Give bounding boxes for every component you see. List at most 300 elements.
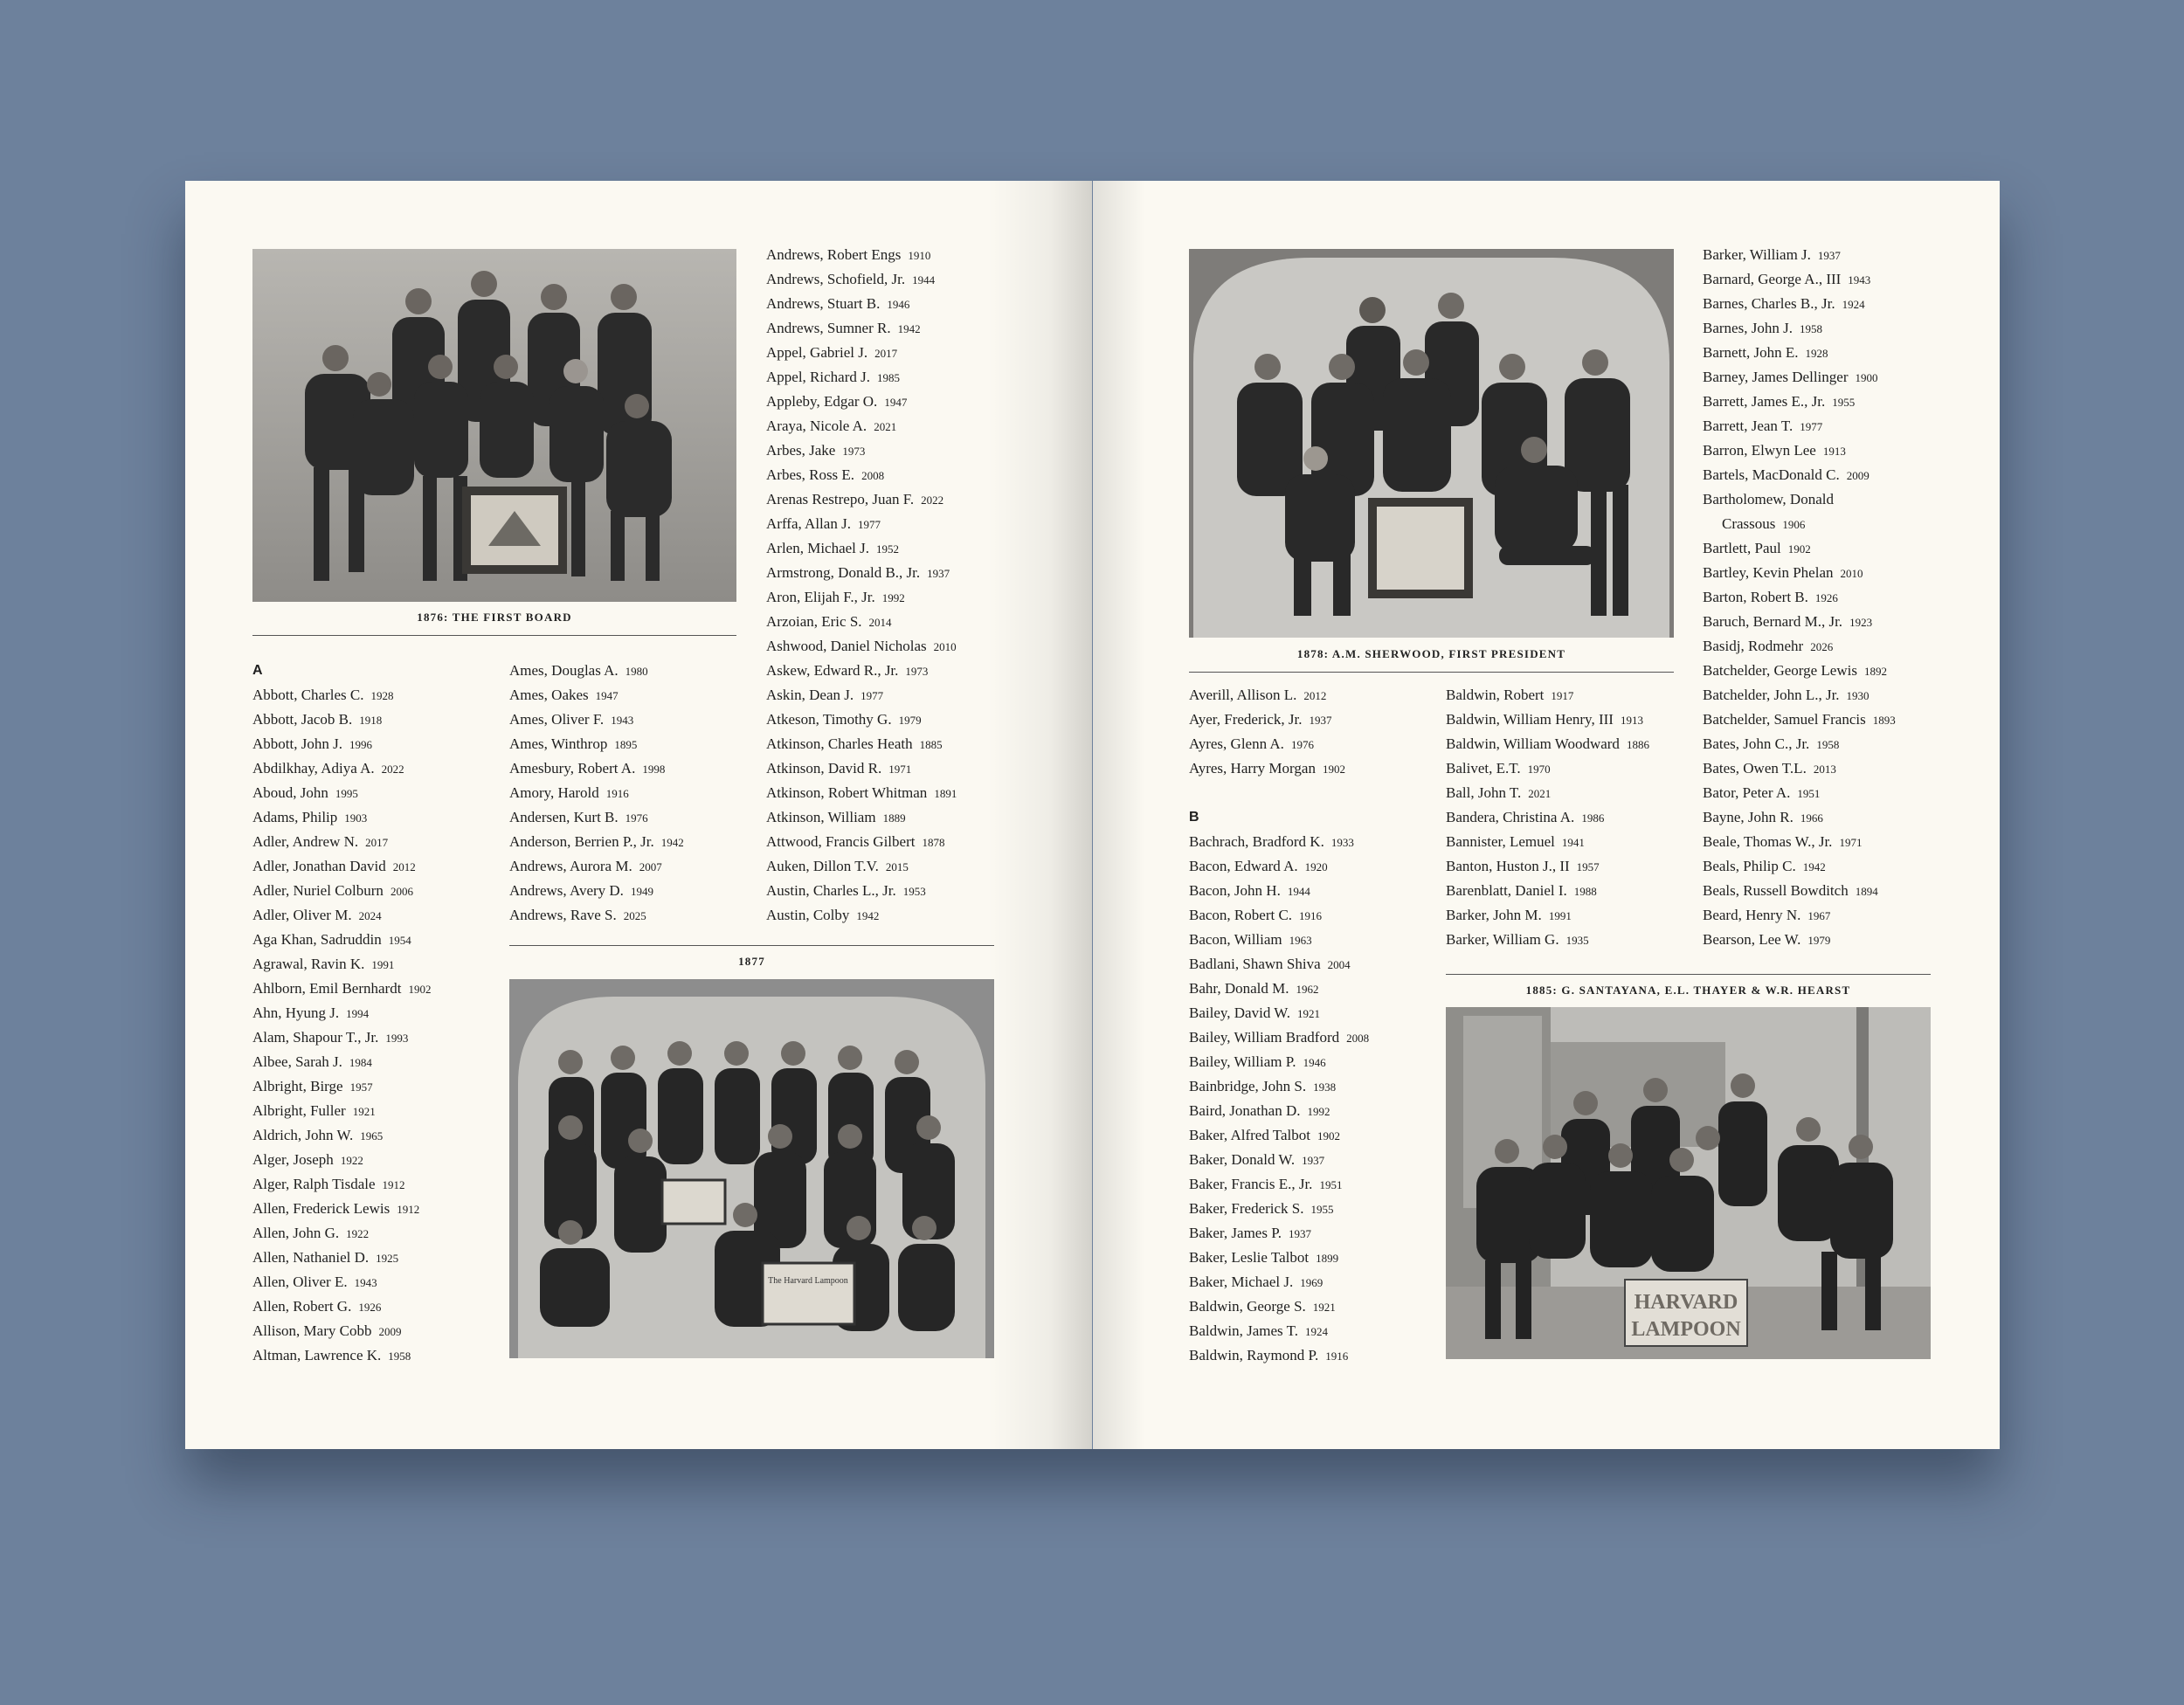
sign-line-2: LAMPOON <box>1631 1318 1741 1341</box>
entry-year: 1878 <box>922 836 945 849</box>
entry-year: 2010 <box>933 640 957 653</box>
entry-name: Bacon, Edward A. <box>1189 858 1298 874</box>
index-column-b3 <box>1703 243 1896 952</box>
entry-name: Beals, Russell Bowditch <box>1703 882 1849 899</box>
entry-name: Alger, Joseph <box>252 1151 334 1168</box>
entry-name: Arzoian, Eric S. <box>766 613 862 630</box>
entry-year: 1965 <box>360 1129 384 1142</box>
index-entry <box>1703 390 1896 414</box>
index-entry <box>1446 756 1649 781</box>
index-entry <box>1446 781 1649 805</box>
entry-year: 1984 <box>349 1056 372 1069</box>
index-entry <box>252 830 431 854</box>
entry-name: Atkinson, David R. <box>766 760 882 777</box>
entry-year: 2010 <box>1840 567 1863 580</box>
entry-name: Atkinson, Charles Heath <box>766 735 913 752</box>
entry-name: Barney, James Dellinger <box>1703 369 1849 385</box>
entry-year: 1885 <box>919 738 943 751</box>
entry-year: 1943 <box>611 714 634 727</box>
entry-name: Allison, Mary Cobb <box>252 1322 372 1339</box>
index-entry <box>252 1001 431 1025</box>
index-entry <box>766 536 957 561</box>
entry-name: Appel, Richard J. <box>766 369 870 385</box>
entry-name: Beale, Thomas W., Jr. <box>1703 833 1833 850</box>
index-entry <box>252 977 431 1001</box>
entry-name: Batchelder, Samuel Francis <box>1703 711 1866 728</box>
entry-year: 1991 <box>1548 909 1572 922</box>
index-entry <box>1446 928 1649 952</box>
entry-year: 2012 <box>1303 689 1327 702</box>
entry-name: Adler, Oliver M. <box>252 907 352 923</box>
entry-name: Appleby, Edgar O. <box>766 393 878 410</box>
entry-year: 1902 <box>408 983 432 996</box>
entry-name: Bartley, Kevin Phelan <box>1703 564 1834 581</box>
entry-name: Bannister, Lemuel <box>1446 833 1555 850</box>
index-entry <box>766 292 957 316</box>
index-entry <box>1446 683 1649 708</box>
entry-year: 1891 <box>934 787 957 800</box>
right-page <box>1093 181 2000 1449</box>
entry-year: 1994 <box>346 1007 370 1020</box>
index-entry <box>1189 756 1369 781</box>
index-entry <box>252 879 431 903</box>
entry-year: 1951 <box>1797 787 1821 800</box>
entry-year: 1962 <box>1296 983 1319 996</box>
entry-year: 1951 <box>1319 1178 1343 1191</box>
index-entry <box>252 1197 431 1221</box>
index-entry <box>1703 243 1896 267</box>
entry-year: 1947 <box>884 396 908 409</box>
index-entry <box>509 854 684 879</box>
entry-name: Bartels, MacDonald C. <box>1703 466 1840 483</box>
photo-1876-caption: 1876: THE FIRST BOARD <box>417 611 572 624</box>
entry-name: Allen, Oliver E. <box>252 1274 348 1290</box>
caption-rule <box>252 635 736 636</box>
index-entry <box>766 585 957 610</box>
entry-name: Baldwin, William Henry, III <box>1446 711 1614 728</box>
entry-name: Barnes, John J. <box>1703 320 1793 336</box>
entry-name: Bahr, Donald M. <box>1189 980 1289 997</box>
index-entry <box>1703 659 1896 683</box>
entry-year: 1921 <box>1312 1301 1336 1314</box>
entry-year: 1916 <box>1299 909 1323 922</box>
entry-name: Agrawal, Ravin K. <box>252 956 365 972</box>
index-entry <box>1703 928 1896 952</box>
entry-name: Ames, Oliver F. <box>509 711 605 728</box>
entry-year: 1942 <box>660 836 684 849</box>
index-entry <box>766 414 957 438</box>
entry-name: Allen, Frederick Lewis <box>252 1200 390 1217</box>
entry-year: 1980 <box>625 665 648 678</box>
entry-name: Beals, Philip C. <box>1703 858 1796 874</box>
index-entry <box>252 805 431 830</box>
index-entry <box>1703 585 1896 610</box>
entry-year: 1928 <box>370 689 394 702</box>
entry-name: Badlani, Shawn Shiva <box>1189 956 1321 972</box>
entry-year: 1912 <box>397 1203 420 1216</box>
entry-name: Arbes, Jake <box>766 442 836 459</box>
entry-year: 1971 <box>1839 836 1863 849</box>
index-entry <box>766 634 957 659</box>
entry-year: 1976 <box>1290 738 1314 751</box>
index-entry <box>1446 732 1649 756</box>
entry-name: Ashwood, Daniel Nicholas <box>766 638 927 654</box>
entry-year: 1979 <box>898 714 922 727</box>
index-entry <box>252 1148 431 1172</box>
entry-name: Baldwin, James T. <box>1189 1322 1298 1339</box>
index-entry <box>1703 708 1896 732</box>
index-entry <box>1703 634 1896 659</box>
index-entry <box>509 805 684 830</box>
index-entry <box>766 487 957 512</box>
index-column-a1 <box>252 659 431 1368</box>
index-entry <box>1189 977 1369 1001</box>
entry-year: 1955 <box>1832 396 1856 409</box>
index-entry <box>1703 805 1896 830</box>
entry-year: 1946 <box>1303 1056 1326 1069</box>
entry-year: 1924 <box>1304 1325 1328 1338</box>
entry-name: Bandera, Christina A. <box>1446 809 1575 825</box>
entry-year: 1899 <box>1316 1252 1339 1265</box>
entry-name: Ayer, Frederick, Jr. <box>1189 711 1303 728</box>
index-entry <box>252 732 431 756</box>
entry-year: 1902 <box>1322 763 1345 776</box>
entry-year: 2025 <box>623 909 646 922</box>
entry-name: Amory, Harold <box>509 784 599 801</box>
entry-name: Ames, Oakes <box>509 687 589 703</box>
entry-year: 1941 <box>1561 836 1585 849</box>
entry-year: 1912 <box>382 1178 405 1191</box>
index-entry <box>509 708 684 732</box>
entry-year: 1916 <box>1325 1350 1349 1363</box>
index-entry <box>1446 854 1649 879</box>
index-entry <box>252 683 431 708</box>
entry-name: Bainbridge, John S. <box>1189 1078 1307 1094</box>
index-entry <box>766 438 957 463</box>
index-entry <box>766 879 957 903</box>
entry-name: Anderson, Berrien P., Jr. <box>509 833 654 850</box>
entry-name: Auken, Dillon T.V. <box>766 858 879 874</box>
index-entry <box>766 781 957 805</box>
index-entry <box>1446 805 1649 830</box>
entry-name: Abbott, Jacob B. <box>252 711 353 728</box>
index-entry <box>1446 903 1649 928</box>
index-entry <box>509 756 684 781</box>
index-entry <box>1703 879 1896 903</box>
entry-name: Arenas Restrepo, Juan F. <box>766 491 915 507</box>
entry-year: 1998 <box>642 763 666 776</box>
entry-name: Banton, Huston J., II <box>1446 858 1570 874</box>
index-entry <box>1703 292 1896 316</box>
entry-name: Allen, Nathaniel D. <box>252 1249 370 1266</box>
index-entry <box>252 854 431 879</box>
index-entry <box>1189 879 1369 903</box>
index-entry <box>1703 732 1896 756</box>
entry-name: Askin, Dean J. <box>766 687 854 703</box>
entry-year: 1942 <box>897 322 921 335</box>
index-column-b1 <box>1189 683 1369 1368</box>
entry-year: 2015 <box>885 860 909 873</box>
entry-year: 1995 <box>335 787 358 800</box>
photo-1878-caption: 1878: A.M. SHERWOOD, FIRST PRESIDENT <box>1296 647 1566 660</box>
entry-name: Albright, Birge <box>252 1078 343 1094</box>
entry-year: 1928 <box>1805 347 1828 360</box>
entry-name: Atkeson, Timothy G. <box>766 711 892 728</box>
entry-name: Armstrong, Donald B., Jr. <box>766 564 921 581</box>
entry-name: Baldwin, George S. <box>1189 1298 1306 1315</box>
index-entry <box>1189 1319 1369 1343</box>
entry-year: 1937 <box>1289 1227 1312 1240</box>
entry-year: 1913 <box>1822 445 1846 458</box>
entry-year: 1992 <box>881 591 905 604</box>
entry-name: Aboud, John <box>252 784 328 801</box>
entry-year: 1937 <box>1817 249 1841 262</box>
entry-name: Aldrich, John W. <box>252 1127 354 1143</box>
entry-name: Bailey, David W. <box>1189 1004 1290 1021</box>
entry-year: 1955 <box>1310 1203 1334 1216</box>
entry-year: 1926 <box>358 1301 382 1314</box>
entry-name: Bearson, Lee W. <box>1703 931 1801 948</box>
entry-name: Andrews, Schofield, Jr. <box>766 271 906 287</box>
index-entry <box>1703 536 1896 561</box>
index-entry <box>509 903 684 928</box>
index-entry <box>252 928 431 952</box>
entry-name: Appel, Gabriel J. <box>766 344 868 361</box>
caption-rule <box>1446 974 1931 975</box>
entry-name: Ames, Douglas A. <box>509 662 619 679</box>
index-entry <box>766 805 957 830</box>
index-column-a2 <box>509 659 684 928</box>
index-entry <box>1189 1074 1369 1099</box>
index-entry <box>1703 487 1896 512</box>
entry-name: Bachrach, Bradford K. <box>1189 833 1324 850</box>
entry-year: 1917 <box>1551 689 1574 702</box>
entry-year: 1923 <box>1849 616 1873 629</box>
index-entry <box>1189 732 1369 756</box>
entry-name: Allen, John G. <box>252 1225 340 1241</box>
index-entry <box>252 1099 431 1123</box>
index-entry <box>1703 756 1896 781</box>
index-entry <box>766 610 957 634</box>
entry-year: 1970 <box>1527 763 1551 776</box>
index-letter-heading: A <box>252 663 263 678</box>
entry-name: Albee, Sarah J. <box>252 1053 342 1070</box>
index-entry <box>509 879 684 903</box>
index-entry <box>1703 610 1896 634</box>
entry-name: Austin, Colby <box>766 907 850 923</box>
entry-name: Baker, Alfred Talbot <box>1189 1127 1310 1143</box>
entry-year: 2017 <box>365 836 389 849</box>
entry-year: 1988 <box>1573 885 1597 898</box>
entry-year: 2006 <box>390 885 413 898</box>
entry-name: Andrews, Sumner R. <box>766 320 891 336</box>
index-entry <box>1189 1246 1369 1270</box>
index-entry <box>766 903 957 928</box>
left-page <box>185 181 1092 1449</box>
entry-name: Alger, Ralph Tisdale <box>252 1176 376 1192</box>
index-entry <box>1189 683 1369 708</box>
entry-year: 1889 <box>882 811 906 825</box>
entry-year: 1893 <box>1872 714 1896 727</box>
entry-name: Ahlborn, Emil Bernhardt <box>252 980 402 997</box>
index-column-a3 <box>766 243 957 928</box>
entry-name: Adler, Andrew N. <box>252 833 359 850</box>
entry-year: 1918 <box>359 714 383 727</box>
entry-year: 1900 <box>1855 371 1878 384</box>
entry-year: 1977 <box>857 518 881 531</box>
entry-year: 1943 <box>1848 273 1871 286</box>
entry-name: Amesbury, Robert A. <box>509 760 636 777</box>
entry-year: 1903 <box>344 811 368 825</box>
entry-name: Barrett, Jean T. <box>1703 418 1794 434</box>
entry-name: Ahn, Hyung J. <box>252 1004 340 1021</box>
index-entry <box>1703 316 1896 341</box>
entry-year: 1986 <box>1581 811 1605 825</box>
index-entry <box>766 732 957 756</box>
entry-year: 1938 <box>1313 1080 1337 1094</box>
book-spread <box>185 181 2000 1449</box>
index-entry <box>1703 854 1896 879</box>
entry-name: Altman, Lawrence K. <box>252 1347 382 1363</box>
index-entry <box>252 1270 431 1294</box>
index-entry <box>766 316 957 341</box>
sign-text: The Harvard Lampoon <box>768 1276 848 1286</box>
index-entry <box>252 1123 431 1148</box>
index-entry <box>766 267 957 292</box>
index-spacer <box>1189 781 1369 805</box>
index-entry <box>766 683 957 708</box>
entry-name: Bacon, Robert C. <box>1189 907 1293 923</box>
index-entry <box>1189 1050 1369 1074</box>
entry-name: Abbott, Charles C. <box>252 687 364 703</box>
entry-year: 1920 <box>1304 860 1328 873</box>
entry-year: 2022 <box>921 494 944 507</box>
entry-year: 1894 <box>1855 885 1878 898</box>
index-entry <box>252 1246 431 1270</box>
entry-year: 2014 <box>868 616 892 629</box>
entry-name: Adler, Nuriel Colburn <box>252 882 384 899</box>
entry-name: Baker, Francis E., Jr. <box>1189 1176 1313 1192</box>
entry-year: 1952 <box>876 542 900 556</box>
photo-1876-first-board <box>252 249 736 602</box>
entry-year: 2021 <box>874 420 897 433</box>
entry-year: 1977 <box>1800 420 1823 433</box>
entry-name: Abdilkhay, Adiya A. <box>252 760 375 777</box>
index-entry <box>509 659 684 683</box>
entry-year: 1944 <box>912 273 936 286</box>
entry-year: 1922 <box>346 1227 370 1240</box>
index-entry <box>1189 952 1369 977</box>
index-entry <box>1703 414 1896 438</box>
entry-year: 1966 <box>1800 811 1823 825</box>
entry-name: Crassous <box>1722 515 1776 532</box>
entry-year: 1943 <box>354 1276 377 1289</box>
entry-year: 1921 <box>352 1105 376 1118</box>
entry-name: Beard, Henry N. <box>1703 907 1801 923</box>
index-entry <box>1189 830 1369 854</box>
entry-year: 1942 <box>856 909 880 922</box>
index-entry <box>766 390 957 414</box>
entry-name: Aga Khan, Sadruddin <box>252 931 382 948</box>
entry-year: 1913 <box>1620 714 1643 727</box>
entry-year: 1930 <box>1846 689 1870 702</box>
entry-year: 1935 <box>1565 934 1589 947</box>
entry-name: Baird, Jonathan D. <box>1189 1102 1301 1119</box>
entry-name: Baldwin, William Woodward <box>1446 735 1620 752</box>
entry-year: 2012 <box>392 860 416 873</box>
sign-line-1: HARVARD <box>1634 1291 1738 1314</box>
entry-year: 1933 <box>1330 836 1354 849</box>
entry-name: Balivet, E.T. <box>1446 760 1521 777</box>
index-entry <box>1703 903 1896 928</box>
entry-year: 1973 <box>905 665 929 678</box>
entry-year: 2022 <box>381 763 404 776</box>
entry-name: Barnard, George A., III <box>1703 271 1842 287</box>
index-entry <box>766 463 957 487</box>
entry-year: 1937 <box>1309 714 1332 727</box>
index-entry <box>1189 1025 1369 1050</box>
entry-year: 2009 <box>378 1325 402 1338</box>
index-entry <box>766 830 957 854</box>
entry-name: Baker, Leslie Talbot <box>1189 1249 1310 1266</box>
entry-name: Andrews, Stuart B. <box>766 295 881 312</box>
entry-name: Adams, Philip <box>252 809 338 825</box>
entry-year: 1942 <box>1802 860 1826 873</box>
entry-year: 1963 <box>1289 934 1312 947</box>
index-entry <box>1703 561 1896 585</box>
entry-name: Allen, Robert G. <box>252 1298 352 1315</box>
index-entry <box>1703 341 1896 365</box>
entry-year: 1910 <box>908 249 931 262</box>
index-entry <box>766 561 957 585</box>
entry-name: Arbes, Ross E. <box>766 466 855 483</box>
index-entry <box>252 952 431 977</box>
entry-name: Atkinson, Robert Whitman <box>766 784 928 801</box>
entry-name: Barron, Elwyn Lee <box>1703 442 1816 459</box>
entry-name: Andrews, Aurora M. <box>509 858 632 874</box>
entry-year: 1892 <box>1863 665 1887 678</box>
photo-1885-santayana-thayer-hearst <box>1446 1007 1931 1359</box>
entry-name: Baker, James P. <box>1189 1225 1282 1241</box>
index-entry <box>1189 1221 1369 1246</box>
index-entry <box>1446 830 1649 854</box>
index-entry <box>766 243 957 267</box>
entry-year: 1944 <box>1287 885 1310 898</box>
index-entry <box>766 659 957 683</box>
caption-rule <box>509 945 994 946</box>
index-entry <box>252 1074 431 1099</box>
entry-name: Barnes, Charles B., Jr. <box>1703 295 1835 312</box>
index-entry <box>509 830 684 854</box>
entry-year: 2008 <box>861 469 885 482</box>
entry-year: 1969 <box>1300 1276 1324 1289</box>
entry-year: 2013 <box>1813 763 1836 776</box>
index-entry <box>1189 903 1369 928</box>
index-entry <box>1446 879 1649 903</box>
entry-name: Batchelder, George Lewis <box>1703 662 1857 679</box>
entry-name: Bator, Peter A. <box>1703 784 1791 801</box>
entry-name: Barton, Robert B. <box>1703 589 1808 605</box>
photo-1878-sherwood <box>1189 249 1674 638</box>
entry-year: 1958 <box>1799 322 1822 335</box>
entry-year: 1937 <box>927 567 950 580</box>
entry-name: Andrews, Robert Engs <box>766 246 902 263</box>
entry-year: 1895 <box>614 738 638 751</box>
entry-name: Baker, Donald W. <box>1189 1151 1296 1168</box>
index-entry <box>766 341 957 365</box>
index-column-b2 <box>1446 683 1649 952</box>
index-entry <box>252 756 431 781</box>
